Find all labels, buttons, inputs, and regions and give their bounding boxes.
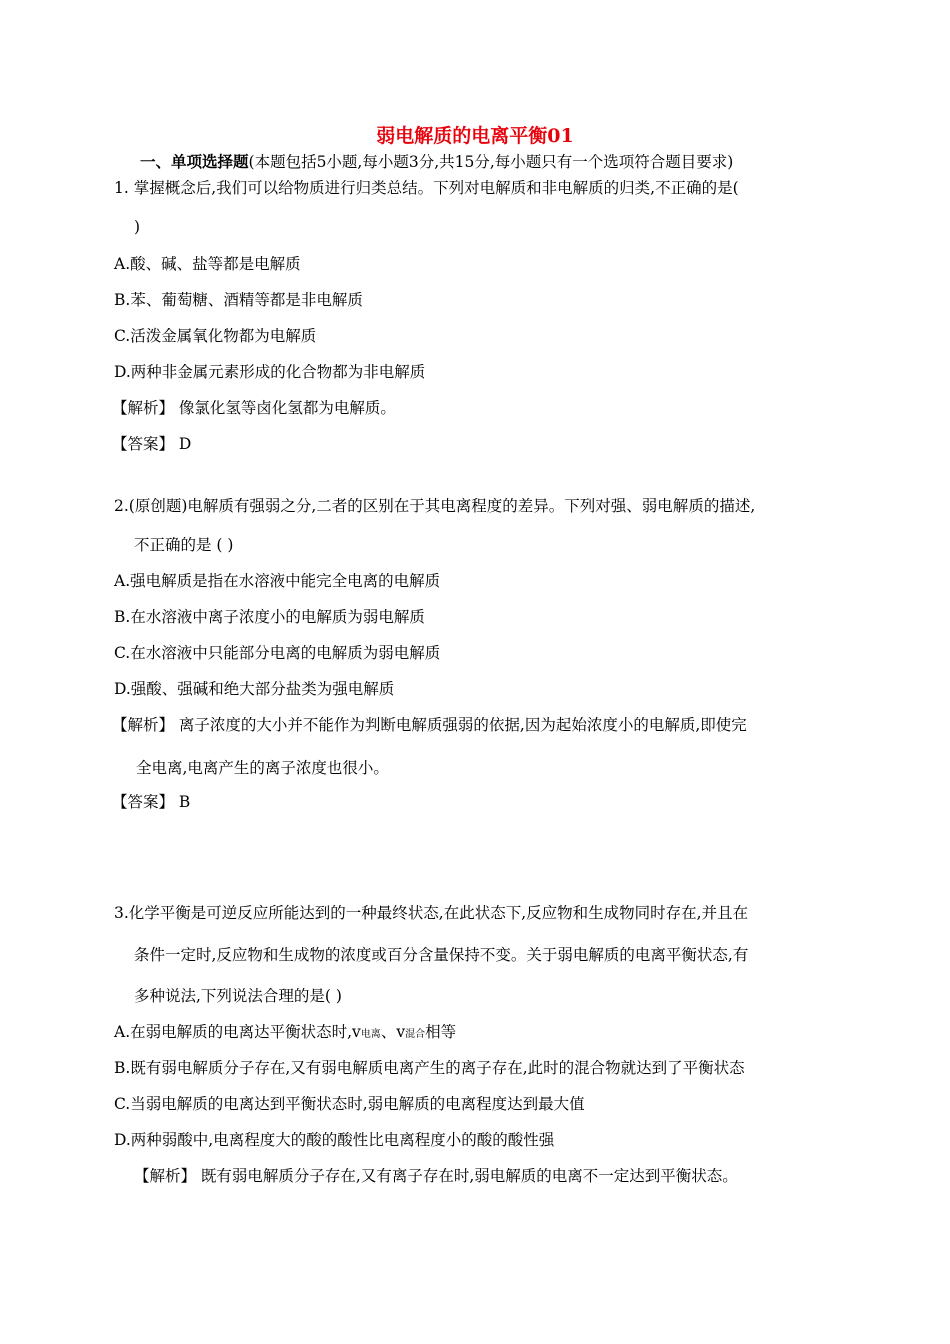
q1-option-c: C.活泼金属氧化物都为电解质 — [114, 327, 317, 345]
q2-stem-line-1: 2.(原创题)电解质有强弱之分,二者的区别在于其电离程度的差异。下列对强、弱电解质的描述, — [114, 497, 756, 515]
q2-option-d: D.强酸、强碱和绝大部分盐类为强电解质 — [114, 680, 395, 698]
q3-option-c: C.当弱电解质的电离达到平衡状态时,弱电解质的电离程度达到最大值 — [114, 1095, 585, 1113]
q3-option-a-subscript-2: 混合 — [405, 1029, 426, 1040]
q2-stem-line-2: 不正确的是 ( ) — [134, 536, 234, 554]
q2-option-a: A.强电解质是指在水溶液中能完全电离的电解质 — [114, 572, 441, 590]
q3-option-a-text: A.在弱电解质的电离达平衡状态时,v — [114, 1023, 361, 1041]
q1-option-b: B.苯、葡萄糖、酒精等都是非电解质 — [114, 291, 363, 309]
q1-analysis: 【解析】 像氯化氢等卤化氢都为电解质。 — [112, 399, 396, 417]
q2-option-c: C.在水溶液中只能部分电离的电解质为弱电解质 — [114, 644, 441, 662]
q3-option-b: B.既有弱电解质分子存在,又有弱电解质电离产生的离子存在,此时的混合物就达到了平衡状态 — [114, 1059, 745, 1077]
section-note: (本题包括5小题,每小题3分,共15分,每小题只有一个选项符合题目要求) — [248, 153, 734, 171]
q3-option-a-end: 相等 — [425, 1023, 457, 1041]
q3-option-d: D.两种弱酸中,电离程度大的酸的酸性比电离程度小的酸的酸性强 — [114, 1131, 555, 1149]
q2-option-b: B.在水溶液中离子浓度小的电解质为弱电解质 — [114, 608, 425, 626]
q1-stem-line-2: ) — [134, 218, 141, 236]
q1-answer: 【答案】 D — [112, 435, 192, 453]
q3-stem-line-2: 条件一定时,反应物和生成物的浓度或百分含量保持不变。关于弱电解质的电离平衡状态,有 — [134, 946, 749, 964]
q3-stem-line-3: 多种说法,下列说法合理的是( ) — [134, 987, 342, 1005]
q2-answer: 【答案】 B — [112, 793, 191, 811]
q1-option-d: D.两种非金属元素形成的化合物都为非电解质 — [114, 363, 426, 381]
q3-analysis: 【解析】 既有弱电解质分子存在,又有离子存在时,弱电解质的电离不一定达到平衡状态。 — [134, 1167, 738, 1185]
q1-stem-line-1: 1. 掌握概念后,我们可以给物质进行归类总结。下列对电解质和非电解质的归类,不正确的是( — [114, 179, 739, 197]
q2-analysis-line-1: 【解析】 离子浓度的大小并不能作为判断电解质强弱的依据,因为起始浓度小的电解质,即使完 — [112, 716, 747, 734]
q3-option-a-mid: 、v — [380, 1023, 406, 1041]
q3-stem-line-1: 3.化学平衡是可逆反应所能达到的一种最终状态,在此状态下,反应物和生成物同时存在,并且在 — [114, 904, 749, 922]
q3-option-a-subscript-1: 电离 — [360, 1029, 381, 1040]
q1-option-a: A.酸、碱、盐等都是电解质 — [114, 255, 301, 273]
section-header — [140, 152, 733, 172]
q2-analysis-line-2: 全电离,电离产生的离子浓度也很小。 — [136, 759, 389, 777]
section-heading: 一、单项选择题 — [140, 152, 249, 171]
q3-option-a — [114, 1022, 456, 1045]
page-title: 弱电解质的电离平衡01 — [376, 125, 574, 147]
